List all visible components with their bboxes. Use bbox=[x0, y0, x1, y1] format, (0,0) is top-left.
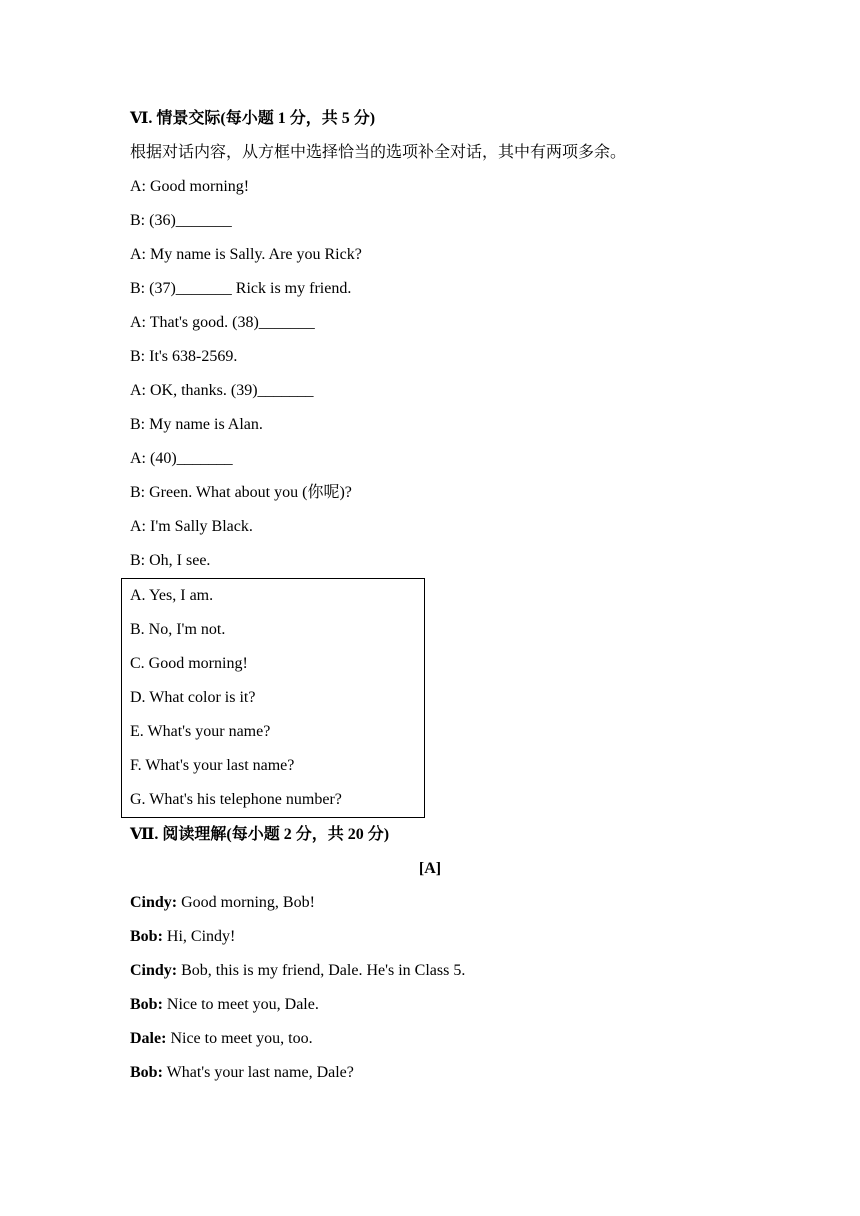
speaker-text: Nice to meet you, too. bbox=[166, 1030, 313, 1047]
speaker-text: What's your last name, Dale? bbox=[162, 1064, 354, 1081]
speaker-name: Bob: bbox=[130, 1064, 163, 1081]
dialogue-line: A: That's good. (38)_______ bbox=[130, 314, 315, 331]
speaker-name: Bob: bbox=[130, 996, 163, 1013]
speaker-text: Bob, this is my friend, Dale. He's in Class 5. bbox=[177, 962, 466, 979]
option-item: A. Yes, I am. bbox=[130, 587, 214, 604]
speaker-name: Cindy: bbox=[130, 962, 178, 979]
dialogue-line: A: I'm Sally Black. bbox=[130, 518, 253, 535]
option-item: G. What's his telephone number? bbox=[130, 791, 342, 808]
option-item: D. What color is it? bbox=[130, 689, 256, 706]
section-7-heading: Ⅶ. 阅读理解(每小题 2 分，共 20 分) bbox=[130, 826, 390, 843]
reading-dialogue-line bbox=[130, 1056, 730, 1090]
dialogue-line: B: (36)_______ bbox=[130, 212, 232, 229]
dialogue-line: B: My name is Alan. bbox=[130, 416, 263, 433]
document-page bbox=[130, 102, 730, 1090]
speaker-text: Nice to meet you, Dale. bbox=[162, 996, 319, 1013]
dialogue-line: B: Oh, I see. bbox=[130, 552, 211, 569]
speaker-text: Hi, Cindy! bbox=[162, 928, 236, 945]
speaker-name: Bob: bbox=[130, 928, 163, 945]
reading-dialogue-line bbox=[130, 954, 730, 988]
dialogue-line: B: Green. What about you (你呢)? bbox=[130, 484, 352, 501]
dialogue-line: A: My name is Sally. Are you Rick? bbox=[130, 246, 362, 263]
reading-dialogue-line bbox=[130, 988, 730, 1022]
section-6-heading: Ⅵ. 情景交际(每小题 1 分，共 5 分) bbox=[130, 110, 376, 127]
options-box bbox=[121, 578, 425, 818]
speaker-text: Good morning, Bob! bbox=[177, 894, 315, 911]
section-7-dialogue bbox=[130, 886, 730, 1090]
section-6-dialogue bbox=[130, 170, 730, 578]
reading-dialogue-line bbox=[130, 920, 730, 954]
dialogue-line: A: Good morning! bbox=[130, 178, 250, 195]
speaker-name: Cindy: bbox=[130, 894, 178, 911]
section-6-instruction: 根据对话内容，从方框中选择恰当的选项补全对话，其中有两项多余。 bbox=[130, 144, 627, 161]
dialogue-line: A: (40)_______ bbox=[130, 450, 233, 467]
option-item: C. Good morning! bbox=[130, 655, 248, 672]
dialogue-line: B: (37)_______ Rick is my friend. bbox=[130, 280, 352, 297]
speaker-name: Dale: bbox=[130, 1030, 167, 1047]
option-item: F. What's your last name? bbox=[130, 757, 295, 774]
dialogue-line: B: It's 638-2569. bbox=[130, 348, 238, 365]
reading-dialogue-line bbox=[130, 886, 730, 920]
option-item: E. What's your name? bbox=[130, 723, 271, 740]
reading-dialogue-line bbox=[130, 1022, 730, 1056]
dialogue-line: A: OK, thanks. (39)_______ bbox=[130, 382, 314, 399]
option-item: B. No, I'm not. bbox=[130, 621, 226, 638]
passage-label: [A] bbox=[418, 860, 442, 877]
